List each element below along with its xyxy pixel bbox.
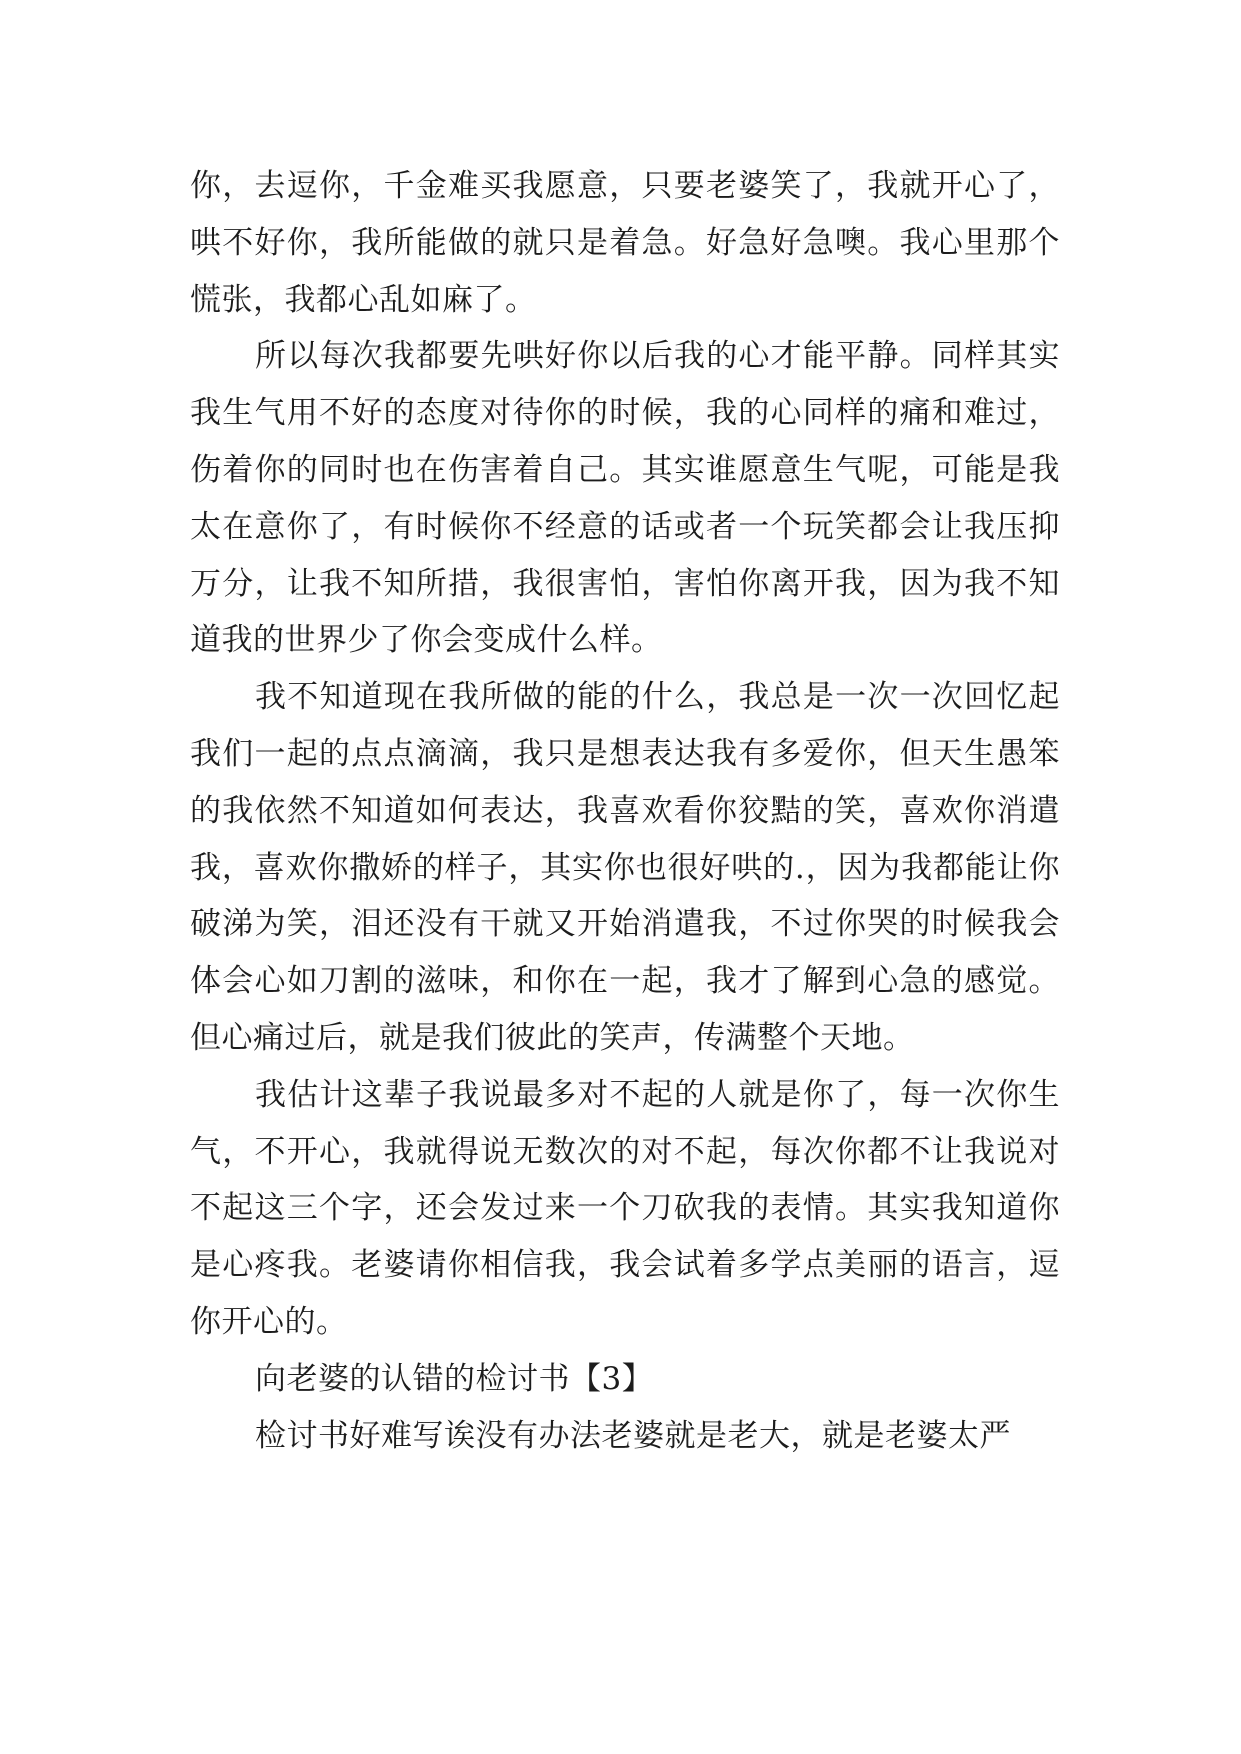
- section-heading: 向老婆的认错的检讨书【3】: [255, 1360, 654, 1397]
- paragraph-1: 你，去逗你，千金难买我愿意，只要老婆笑了，我就开心了，哄不好你，我所能做的就只是着急。好急好急噢。我心里那个慌张，我都心乱如麻了。: [190, 168, 1060, 318]
- document-body: [190, 158, 1060, 1464]
- paragraph-3: 我不知道现在我所做的能的什么，我总是一次一次回忆起我们一起的点点滴滴，我只是想表达我有多爱你，但天生愚笨的我依然不知道如何表达，我喜欢看你狡黠的笑，喜欢你消遣我，喜欢你撒娇的样子，其实你也很好哄的.，因为我都能让你破涕为笑，泪还没有干就又开始消遣我，不过你哭的时候我会体会心如刀割的滋味，和你在一起，我才了解到心急的感觉。但心痛过后，就是我们彼此的笑声，传满整个天地。: [190, 679, 1060, 1056]
- paragraph-5: 检讨书好难写诶没有办法老婆就是老大，就是老婆太严: [255, 1417, 1011, 1454]
- paragraph-4: 我估计这辈子我说最多对不起的人就是你了，每一次你生气，不开心，我就得说无数次的对不起，每次你都不让我说对不起这三个字，还会发过来一个刀砍我的表情。其实我知道你是心疼我。老婆请你相信我，我会试着多学点美丽的语言，逗你开心的。: [190, 1076, 1060, 1340]
- paragraph-2: 所以每次我都要先哄好你以后我的心才能平静。同样其实我生气用不好的态度对待你的时候，我的心同样的痛和难过，伤着你的同时也在伤害着自己。其实谁愿意生气呢，可能是我太在意你了，有时候你不经意的话或者一个玩笑都会让我压抑万分，让我不知所措，我很害怕，害怕你离开我，因为我不知道我的世界少了你会变成什么样。: [190, 338, 1060, 659]
